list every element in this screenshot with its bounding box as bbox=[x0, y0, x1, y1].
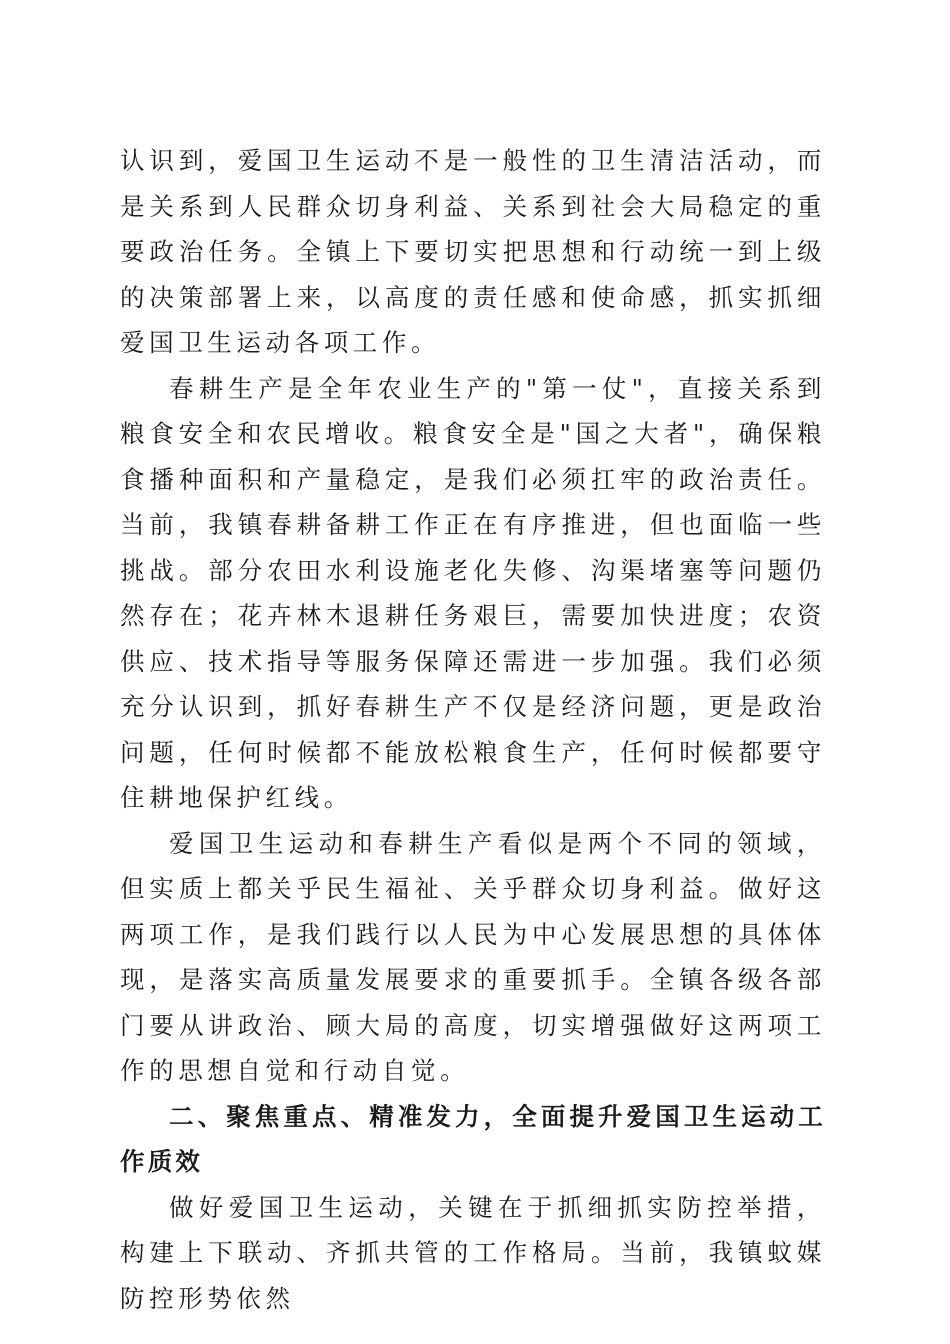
paragraph-two-tasks: 爱国卫生运动和春耕生产看似是两个不同的领域，但实质上都关乎民生福祉、关乎群众切身利益。做好这两项工作，是我们践行以人民为中心发展思想的具体体现，是落实高质量发展要求的重要抓手。全镇各级各部门要从讲政治、顾大局的高度，切实增强做好这两项工作的思想自觉和行动自觉。 bbox=[120, 828, 826, 1085]
paragraph-spring-farming: 春耕生产是全年农业生产的"第一仗"，直接关系到粮食安全和农民增收。粮食安全是"国之大者"，确保粮食播种面积和产量稳定，是我们必须扛牢的政治责任。当前，我镇春耕备耕工作正在有序推进，但也面临一些挑战。部分农田水利设施老化失修、沟渠堵塞等问题仍然存在；花卉林木退耕任务艰巨，需要加快进度；农资供应、技术指导等服务保障还需进一步加强。我们必须充分认识到，抓好春耕生产不仅是经济问题，更是政治问题，任何时候都不能放松粮食生产，任何时候都要守住耕地保护红线。 bbox=[120, 373, 826, 812]
section-heading: 二、聚焦重点、精准发力，全面提升爱国卫生运动工作质效 bbox=[120, 1101, 826, 1176]
paragraph-closing: 做好爱国卫生运动，关键在于抓细抓实防控举措，构建上下联动、齐抓共管的工作格局。当前，我镇蚊媒防控形势依然 bbox=[120, 1192, 826, 1313]
paragraph-continued: 认识到，爱国卫生运动不是一般性的卫生清洁活动，而是关系到人民群众切身利益、关系到社会大局稳定的重要政治任务。全镇上下要切实把思想和行动统一到上级的决策部署上来，以高度的责任感和使命感，抓实抓细爱国卫生运动各项工作。 bbox=[120, 146, 826, 357]
document-body bbox=[120, 138, 826, 1321]
